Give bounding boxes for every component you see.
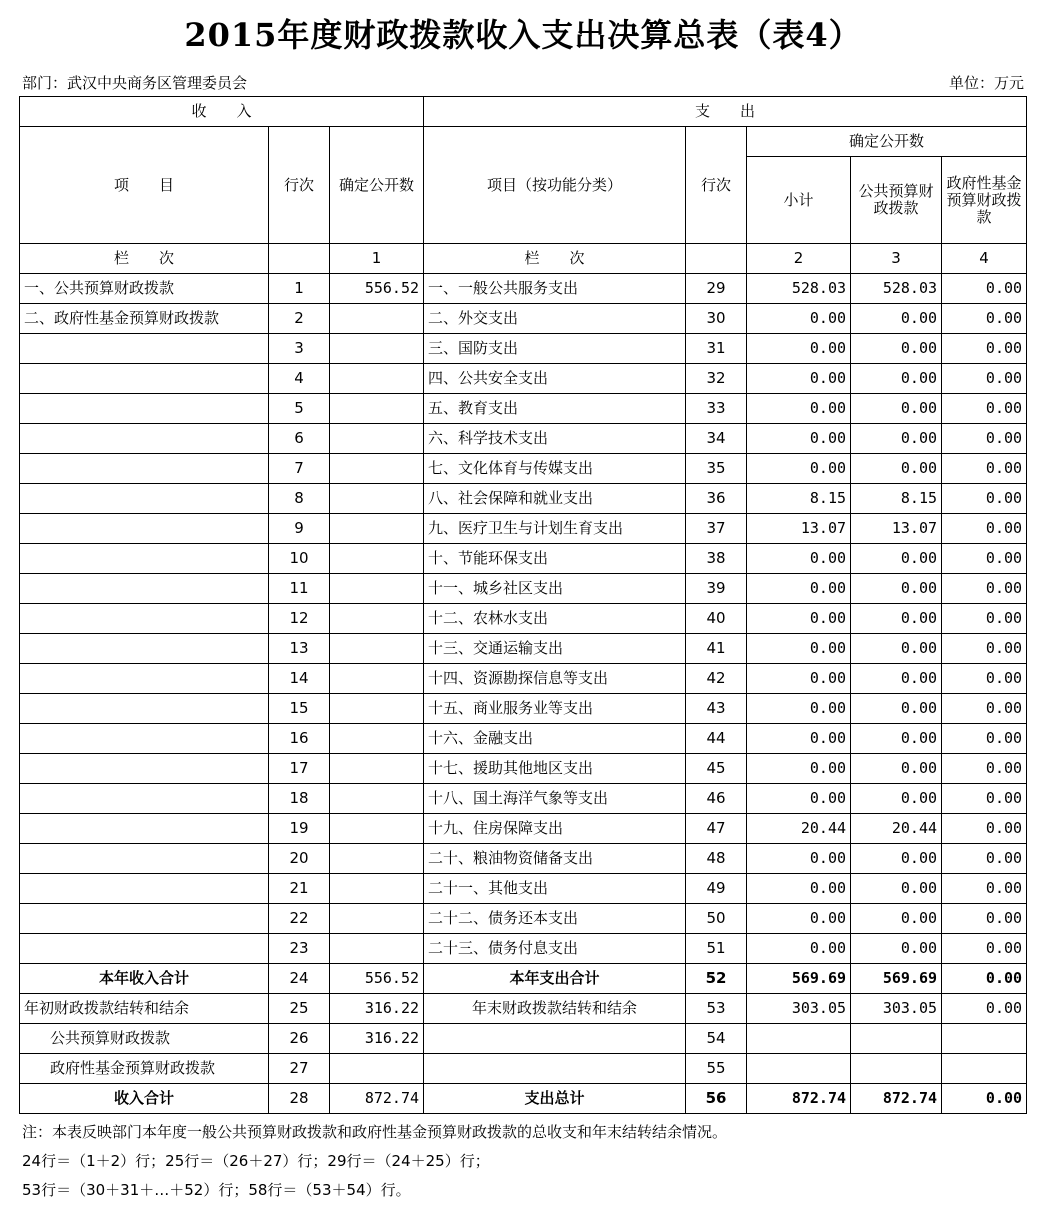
summary-row [20, 1084, 1027, 1114]
income-item-cell: 政府性基金预算财政拨款 [20, 1054, 269, 1084]
table-row [20, 454, 1027, 484]
income-rowno-cell: 13 [269, 634, 330, 664]
income-value-cell [330, 484, 424, 514]
income-value-cell [330, 904, 424, 934]
subtotal-cell: 0.00 [747, 304, 851, 334]
expense-item-cell: 支出总计 [424, 1084, 686, 1114]
subtotal-cell: 0.00 [747, 724, 851, 754]
income-item-cell [20, 514, 269, 544]
public-budget-cell: 0.00 [851, 334, 942, 364]
income-item-header: 项 目 [20, 127, 269, 244]
unit-label: 单位：万元 [948, 74, 1024, 92]
income-item-cell [20, 844, 269, 874]
expense-rowno-cell: 53 [686, 994, 747, 1024]
income-rowno-cell: 23 [269, 934, 330, 964]
table-row [20, 484, 1027, 514]
gov-fund-cell: 0.00 [942, 1084, 1027, 1114]
summary-row [20, 1054, 1027, 1084]
table-row [20, 784, 1027, 814]
income-rowno-cell: 9 [269, 514, 330, 544]
expense-rowno-cell: 43 [686, 694, 747, 724]
income-item-cell [20, 904, 269, 934]
gov-fund-header: 政府性基金预算财政拨款 [942, 157, 1027, 244]
gov-fund-cell: 0.00 [942, 994, 1027, 1024]
income-item-cell [20, 364, 269, 394]
income-value-cell [330, 874, 424, 904]
expense-rowno-cell: 51 [686, 934, 747, 964]
expense-item-cell: 十四、资源勘探信息等支出 [424, 664, 686, 694]
expense-item-cell: 一、一般公共服务支出 [424, 274, 686, 304]
income-value-cell [330, 454, 424, 484]
gov-fund-cell: 0.00 [942, 784, 1027, 814]
income-item-cell [20, 454, 269, 484]
gov-fund-cell: 0.00 [942, 724, 1027, 754]
table-row [20, 544, 1027, 574]
public-budget-cell: 20.44 [851, 814, 942, 844]
expense-rowno-cell: 37 [686, 514, 747, 544]
public-budget-cell: 303.05 [851, 994, 942, 1024]
header-row-top [20, 97, 1027, 127]
income-item-cell [20, 874, 269, 904]
income-rowno-cell: 8 [269, 484, 330, 514]
expense-item-header: 项目（按功能分类） [424, 127, 686, 244]
gov-fund-cell [942, 1054, 1027, 1084]
table-row [20, 424, 1027, 454]
subtotal-cell: 872.74 [747, 1084, 851, 1114]
gov-fund-cell: 0.00 [942, 664, 1027, 694]
income-item-cell [20, 484, 269, 514]
gov-fund-cell: 0.00 [942, 934, 1027, 964]
income-rowno-cell: 12 [269, 604, 330, 634]
income-rowno-cell: 18 [269, 784, 330, 814]
public-budget-cell [851, 1024, 942, 1054]
expense-item-cell: 十二、农林水支出 [424, 604, 686, 634]
summary-row [20, 964, 1027, 994]
expense-rowno-cell: 39 [686, 574, 747, 604]
expense-item-cell: 二十三、债务付息支出 [424, 934, 686, 964]
subtotal-cell: 0.00 [747, 904, 851, 934]
income-value-cell [330, 334, 424, 364]
expense-item-cell: 十六、金融支出 [424, 724, 686, 754]
income-value-cell [330, 694, 424, 724]
subtotal-cell [747, 1024, 851, 1054]
note-line: 53行＝（30＋31＋…＋52）行；58行＝（53＋54）行。 [22, 1181, 411, 1199]
income-rowno-header: 行次 [269, 127, 330, 244]
confirmed-open-group-header: 确定公开数 [747, 127, 1027, 157]
income-rowno-cell: 16 [269, 724, 330, 754]
expense-item-cell: 十九、住房保障支出 [424, 814, 686, 844]
table-row [20, 394, 1027, 424]
table-row [20, 274, 1027, 304]
public-budget-cell: 8.15 [851, 484, 942, 514]
income-item-cell: 年初财政拨款结转和结余 [20, 994, 269, 1024]
subtotal-cell: 0.00 [747, 334, 851, 364]
subtotal-cell: 569.69 [747, 964, 851, 994]
income-rowno-cell: 21 [269, 874, 330, 904]
public-budget-cell: 872.74 [851, 1084, 942, 1114]
public-budget-cell: 0.00 [851, 784, 942, 814]
table-row [20, 634, 1027, 664]
expense-item-cell: 八、社会保障和就业支出 [424, 484, 686, 514]
subtotal-cell [747, 1054, 851, 1084]
public-budget-cell: 0.00 [851, 694, 942, 724]
expense-rowno-cell: 38 [686, 544, 747, 574]
subtotal-cell: 0.00 [747, 934, 851, 964]
gov-fund-cell: 0.00 [942, 334, 1027, 364]
income-rowno-cell: 1 [269, 274, 330, 304]
income-item-cell: 公共预算财政拨款 [20, 1024, 269, 1054]
income-rowno-cell: 17 [269, 754, 330, 784]
income-item-cell [20, 754, 269, 784]
expense-rowno-cell: 48 [686, 844, 747, 874]
income-value-cell [330, 664, 424, 694]
note-line: 24行＝（1＋2）行；25行＝（26＋27）行；29行＝（24＋25）行； [22, 1152, 490, 1170]
income-item-cell [20, 694, 269, 724]
expense-item-cell: 七、文化体育与传媒支出 [424, 454, 686, 484]
table-row [20, 844, 1027, 874]
col-label-left: 栏 次 [20, 244, 269, 274]
income-rowno-cell: 5 [269, 394, 330, 424]
col-index-4: 4 [942, 244, 1027, 274]
income-rowno-cell: 22 [269, 904, 330, 934]
public-budget-cell: 0.00 [851, 364, 942, 394]
income-value-cell [330, 424, 424, 454]
income-value-cell: 872.74 [330, 1084, 424, 1114]
subtotal-cell: 0.00 [747, 604, 851, 634]
header-row-mid [20, 127, 1027, 157]
expense-item-cell: 十一、城乡社区支出 [424, 574, 686, 604]
table-row [20, 514, 1027, 544]
subtotal-cell: 8.15 [747, 484, 851, 514]
gov-fund-cell: 0.00 [942, 424, 1027, 454]
note-line: 注：本表反映部门本年度一般公共预算财政拨款和政府性基金预算财政拨款的总收支和年末结转结余情况。 [22, 1123, 728, 1141]
income-value-cell [330, 364, 424, 394]
income-item-cell: 本年收入合计 [20, 964, 269, 994]
income-item-cell [20, 424, 269, 454]
expense-item-cell: 十五、商业服务业等支出 [424, 694, 686, 724]
income-item-cell [20, 394, 269, 424]
income-value-cell [330, 574, 424, 604]
public-budget-cell: 0.00 [851, 724, 942, 754]
gov-fund-cell: 0.00 [942, 634, 1027, 664]
income-value-cell [330, 544, 424, 574]
public-budget-cell: 0.00 [851, 544, 942, 574]
gov-fund-cell: 0.00 [942, 484, 1027, 514]
subtotal-header: 小计 [747, 157, 851, 244]
public-budget-cell: 0.00 [851, 754, 942, 784]
expense-rowno-cell: 46 [686, 784, 747, 814]
gov-fund-cell: 0.00 [942, 274, 1027, 304]
income-rowno-cell: 11 [269, 574, 330, 604]
table-row [20, 364, 1027, 394]
income-item-cell: 二、政府性基金预算财政拨款 [20, 304, 269, 334]
income-header: 收 入 [20, 97, 424, 127]
income-value-cell: 556.52 [330, 274, 424, 304]
subtotal-cell: 0.00 [747, 544, 851, 574]
expense-item-cell: 本年支出合计 [424, 964, 686, 994]
public-budget-cell: 0.00 [851, 844, 942, 874]
gov-fund-cell: 0.00 [942, 814, 1027, 844]
income-item-cell [20, 574, 269, 604]
expense-rowno-cell: 36 [686, 484, 747, 514]
budget-table [19, 96, 1027, 1114]
subtotal-cell: 528.03 [747, 274, 851, 304]
summary-row [20, 1024, 1027, 1054]
expense-item-cell: 二、外交支出 [424, 304, 686, 334]
income-rowno-cell: 14 [269, 664, 330, 694]
income-rowno-cell: 3 [269, 334, 330, 364]
public-budget-cell: 0.00 [851, 454, 942, 484]
gov-fund-cell: 0.00 [942, 304, 1027, 334]
income-value-cell [330, 394, 424, 424]
expense-header: 支 出 [424, 97, 1027, 127]
public-budget-cell [851, 1054, 942, 1084]
expense-rowno-cell: 30 [686, 304, 747, 334]
col-index-empty [269, 244, 330, 274]
gov-fund-cell: 0.00 [942, 874, 1027, 904]
gov-fund-cell: 0.00 [942, 604, 1027, 634]
subtotal-cell: 0.00 [747, 424, 851, 454]
table-row [20, 754, 1027, 784]
income-item-cell: 收入合计 [20, 1084, 269, 1114]
expense-rowno-cell: 50 [686, 904, 747, 934]
gov-fund-cell: 0.00 [942, 544, 1027, 574]
expense-rowno-cell: 33 [686, 394, 747, 424]
column-index-row [20, 244, 1027, 274]
subtotal-cell: 303.05 [747, 994, 851, 1024]
subtotal-cell: 0.00 [747, 364, 851, 394]
col-index-empty [686, 244, 747, 274]
expense-item-cell: 二十、粮油物资储备支出 [424, 844, 686, 874]
income-rowno-cell: 6 [269, 424, 330, 454]
income-value-cell [330, 304, 424, 334]
expense-rowno-cell: 32 [686, 364, 747, 394]
income-rowno-cell: 19 [269, 814, 330, 844]
table-row [20, 574, 1027, 604]
summary-row [20, 994, 1027, 1024]
notes [22, 1118, 727, 1205]
income-item-cell [20, 544, 269, 574]
table-row [20, 304, 1027, 334]
income-rowno-cell: 27 [269, 1054, 330, 1084]
expense-item-cell: 三、国防支出 [424, 334, 686, 364]
income-value-cell [330, 844, 424, 874]
col-label-right: 栏 次 [424, 244, 686, 274]
expense-rowno-cell: 56 [686, 1084, 747, 1114]
income-rowno-cell: 24 [269, 964, 330, 994]
income-item-cell [20, 724, 269, 754]
income-rowno-cell: 4 [269, 364, 330, 394]
income-value-cell [330, 934, 424, 964]
subtotal-cell: 0.00 [747, 664, 851, 694]
gov-fund-cell: 0.00 [942, 844, 1027, 874]
expense-item-cell [424, 1054, 686, 1084]
gov-fund-cell: 0.00 [942, 454, 1027, 484]
expense-rowno-cell: 55 [686, 1054, 747, 1084]
income-value-cell [330, 814, 424, 844]
gov-fund-cell: 0.00 [942, 754, 1027, 784]
subtotal-cell: 0.00 [747, 454, 851, 484]
expense-item-cell: 六、科学技术支出 [424, 424, 686, 454]
col-index-2: 2 [747, 244, 851, 274]
income-value-cell [330, 634, 424, 664]
table-row [20, 904, 1027, 934]
income-rowno-cell: 20 [269, 844, 330, 874]
income-value-cell [330, 1054, 424, 1084]
col-index-1: 1 [330, 244, 424, 274]
expense-rowno-cell: 29 [686, 274, 747, 304]
department-label: 部门：武汉中央商务区管理委员会 [22, 74, 248, 92]
public-budget-cell: 0.00 [851, 934, 942, 964]
expense-rowno-cell: 42 [686, 664, 747, 694]
expense-item-cell [424, 1024, 686, 1054]
subtotal-cell: 0.00 [747, 574, 851, 604]
table-row [20, 604, 1027, 634]
public-budget-cell: 0.00 [851, 394, 942, 424]
table-row [20, 664, 1027, 694]
public-budget-cell: 0.00 [851, 904, 942, 934]
income-item-cell [20, 634, 269, 664]
expense-item-cell: 十、节能环保支出 [424, 544, 686, 574]
income-rowno-cell: 7 [269, 454, 330, 484]
income-value-cell: 316.22 [330, 994, 424, 1024]
subtotal-cell: 0.00 [747, 394, 851, 424]
expense-rowno-cell: 44 [686, 724, 747, 754]
gov-fund-cell: 0.00 [942, 364, 1027, 394]
gov-fund-cell [942, 1024, 1027, 1054]
expense-item-cell: 十七、援助其他地区支出 [424, 754, 686, 784]
expense-rowno-cell: 47 [686, 814, 747, 844]
gov-fund-cell: 0.00 [942, 394, 1027, 424]
expense-item-cell: 五、教育支出 [424, 394, 686, 424]
public-budget-cell: 0.00 [851, 874, 942, 904]
income-rowno-cell: 2 [269, 304, 330, 334]
table-row [20, 724, 1027, 754]
gov-fund-cell: 0.00 [942, 514, 1027, 544]
public-budget-cell: 0.00 [851, 664, 942, 694]
public-budget-cell: 569.69 [851, 964, 942, 994]
page-title: 2015年度财政拨款收入支出决算总表（表4） [184, 16, 862, 54]
income-item-cell [20, 814, 269, 844]
expense-rowno-cell: 35 [686, 454, 747, 484]
income-item-cell [20, 334, 269, 364]
expense-item-cell: 二十二、债务还本支出 [424, 904, 686, 934]
gov-fund-cell: 0.00 [942, 904, 1027, 934]
expense-rowno-cell: 49 [686, 874, 747, 904]
income-rowno-cell: 25 [269, 994, 330, 1024]
income-item-cell [20, 604, 269, 634]
income-rowno-cell: 28 [269, 1084, 330, 1114]
expense-rowno-cell: 31 [686, 334, 747, 364]
subtotal-cell: 0.00 [747, 694, 851, 724]
income-value-cell: 556.52 [330, 964, 424, 994]
income-item-cell [20, 784, 269, 814]
gov-fund-cell: 0.00 [942, 574, 1027, 604]
expense-rowno-cell: 40 [686, 604, 747, 634]
income-rowno-cell: 26 [269, 1024, 330, 1054]
income-value-cell [330, 724, 424, 754]
income-item-cell [20, 664, 269, 694]
public-budget-cell: 0.00 [851, 634, 942, 664]
public-budget-cell: 0.00 [851, 574, 942, 604]
subtotal-cell: 0.00 [747, 754, 851, 784]
public-budget-header: 公共预算财政拨款 [851, 157, 942, 244]
table-row [20, 934, 1027, 964]
gov-fund-cell: 0.00 [942, 694, 1027, 724]
public-budget-cell: 528.03 [851, 274, 942, 304]
expense-item-cell: 年末财政拨款结转和结余 [424, 994, 686, 1024]
income-rowno-cell: 15 [269, 694, 330, 724]
expense-rowno-cell: 34 [686, 424, 747, 454]
col-index-3: 3 [851, 244, 942, 274]
subtotal-cell: 0.00 [747, 874, 851, 904]
expense-rowno-cell: 54 [686, 1024, 747, 1054]
table-row [20, 334, 1027, 364]
income-rowno-cell: 10 [269, 544, 330, 574]
public-budget-cell: 0.00 [851, 424, 942, 454]
expense-item-cell: 十八、国土海洋气象等支出 [424, 784, 686, 814]
subtotal-cell: 0.00 [747, 844, 851, 874]
table-row [20, 694, 1027, 724]
table-row [20, 874, 1027, 904]
income-value-cell [330, 604, 424, 634]
income-item-cell: 一、公共预算财政拨款 [20, 274, 269, 304]
expense-rowno-header: 行次 [686, 127, 747, 244]
expense-rowno-cell: 45 [686, 754, 747, 784]
expense-item-cell: 九、医疗卫生与计划生育支出 [424, 514, 686, 544]
public-budget-cell: 0.00 [851, 604, 942, 634]
income-value-cell [330, 514, 424, 544]
expense-item-cell: 四、公共安全支出 [424, 364, 686, 394]
income-value-cell [330, 754, 424, 784]
expense-item-cell: 二十一、其他支出 [424, 874, 686, 904]
income-item-cell [20, 934, 269, 964]
subtotal-cell: 0.00 [747, 784, 851, 814]
income-confirmed-header: 确定公开数 [330, 127, 424, 244]
subtotal-cell: 20.44 [747, 814, 851, 844]
gov-fund-cell: 0.00 [942, 964, 1027, 994]
public-budget-cell: 13.07 [851, 514, 942, 544]
income-value-cell: 316.22 [330, 1024, 424, 1054]
expense-rowno-cell: 52 [686, 964, 747, 994]
table-row [20, 814, 1027, 844]
subtotal-cell: 0.00 [747, 634, 851, 664]
public-budget-cell: 0.00 [851, 304, 942, 334]
expense-item-cell: 十三、交通运输支出 [424, 634, 686, 664]
expense-rowno-cell: 41 [686, 634, 747, 664]
subtotal-cell: 13.07 [747, 514, 851, 544]
income-value-cell [330, 784, 424, 814]
